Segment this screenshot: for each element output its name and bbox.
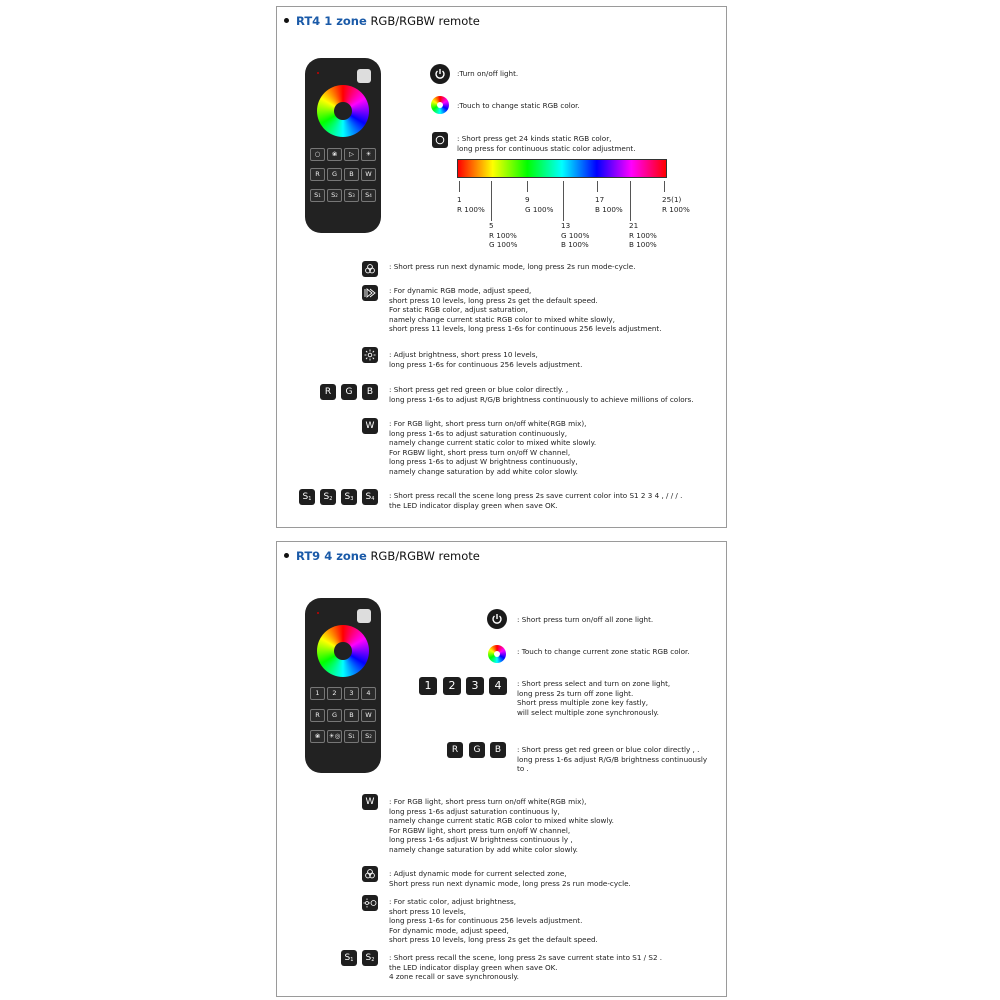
spectrum-label: 13 G 100% B 100% [561,221,590,250]
speed-description: : For dynamic RGB mode, adjust speed, short press 10 levels, long press 2s get the default speed. For static RGB color, adjust saturation, namely change current static RGB color to mixed white slowly, short press 11 levels, long press 1-6s for continuous 256 levels adjustment. [389,286,662,334]
zone-1-key: 1 [419,677,437,695]
remote-key: W [361,168,376,181]
rgb-description: : Short press get red green or blue color directly , . long press 1-6s adjust R/G/B brightness continuously to . [517,745,708,774]
brightness-description: : For static color, adjust brightness, short press 10 levels, long press 1-6s for continuous 256 levels adjustment. For dynamic mode, adjust speed, short press 10 levels, long press 2s get the default speed. [389,897,598,945]
zone-2-key: 2 [443,677,461,695]
remote-key: S2 [327,189,342,202]
remote-color-wheel [317,625,369,677]
zone-3-key: 3 [466,677,484,695]
bullet-icon [284,18,289,23]
rt9-title: RT9 4 zone RGB/RGBW remote [284,549,480,563]
wheel-description: : Touch to change current zone static RGB color. [517,647,690,656]
led-indicator [317,72,319,74]
rgb-description: : Short press get red green or blue color directly. , long press 1-6s to adjust R/G/B brightness continuously to achieve millions of colors. [389,385,694,404]
r-key: R [320,384,336,400]
remote-power-icon [357,609,371,623]
scene-description: : Short press recall the scene long press 2s save current color into S1 2 3 4 , / / / . the LED indicator display green when save OK. [389,491,683,510]
b-key: B [490,742,506,758]
zone-description: : Short press select and turn on zone light, long press 2s turn off zone light. Short press multiple zone key fastly, will select multiple zone synchronously. [517,679,671,717]
remote-key: S4 [361,189,376,202]
color-spectrum-bar [457,159,667,178]
spectrum-tick [459,181,460,192]
spectrum-tick [527,181,528,192]
rt9-remote-image [305,598,381,773]
remote-key: S1 [344,730,359,743]
color-wheel-icon [488,645,506,663]
led-indicator [317,612,319,614]
rt4-title: RT4 1 zone RGB/RGBW remote [284,14,480,28]
brightness-key-icon [362,347,378,363]
power-description: : Short press turn on/off all zone light. [517,615,654,624]
s4-key: $S_4$ [362,489,378,505]
spectrum-tick [491,181,492,221]
remote-key: B [344,709,359,722]
power-description: :Turn on/off light. [457,69,519,78]
w-key: W [362,418,378,434]
remote-key: W [361,709,376,722]
dynamic-mode-key-icon [362,866,378,882]
power-icon [430,64,450,84]
remote-key: S2 [361,730,376,743]
r-key: R [447,742,463,758]
remote-key: R [310,168,325,181]
s1-key: $S_1$ [341,950,357,966]
spectrum-label: 17 B 100% [595,195,623,214]
remote-color-wheel [317,85,369,137]
remote-key: ○ [310,148,325,161]
spectrum-tick [563,181,564,221]
dynamic-description: : Adjust dynamic mode for current selected zone, Short press run next dynamic mode, long press 2s run mode-cycle. [389,869,631,888]
remote-key: 1 [310,687,325,700]
power-icon [487,609,507,629]
s2-key: $S_2$ [320,489,336,505]
w-description: : For RGB light, short press turn on/off white(RGB mix), long press 1-6s adjust saturation continuous ly, namely change current static RGB color to mixed white slowly. For RGBW light, short press turn on/off W channel, long press 1-6s adjust W brightness continuous ly , namely change saturation by add white color slowly. [389,797,614,854]
s1-key: $S_1$ [299,489,315,505]
g-key: G [469,742,485,758]
rt4-remote-image [305,58,381,233]
zone-4-key: 4 [489,677,507,695]
w-key: W [362,794,378,810]
spectrum-label: 21 R 100% B 100% [629,221,657,250]
spectrum-tick [664,181,665,192]
remote-key: G [327,709,342,722]
remote-key: ▷ [344,148,359,161]
speed-key-icon [362,285,378,301]
remote-key: ❀ [327,148,342,161]
spectrum-label: 1 R 100% [457,195,485,214]
remote-key: ☀ [361,148,376,161]
circle-key-icon [432,132,448,148]
scene-description: : Short press recall the scene, long press 2s save current state into S1 / S2 . the LED indicator display green when save OK. 4 zone recall or save synchronously. [389,953,663,982]
remote-key: ❀ [310,730,325,743]
remote-key: G [327,168,342,181]
spectrum-label: 5 R 100% G 100% [489,221,518,250]
brightness-speed-key-icon [362,895,378,911]
spectrum-label: 25(1) R 100% [662,195,690,214]
w-description: : For RGB light, short press turn on/off white(RGB mix), long press 1-6s to adjust saturation continuously, namely change current static color to mixed white slowly. For RGBW light, short press turn on/off W channel, long press 1-6s to adjust W brightness continuously, namely change saturation by add white color slowly. [389,419,597,476]
wheel-description: :Touch to change static RGB color. [457,101,580,110]
dynamic-description: : Short press run next dynamic mode, long press 2s run mode-cycle. [389,262,636,271]
remote-key: S1 [310,189,325,202]
spectrum-tick [630,181,631,221]
bullet-icon [284,553,289,558]
remote-key: ☀◎ [327,730,342,743]
spectrum-tick [597,181,598,192]
s2-key: $S_2$ [362,950,378,966]
remote-key: B [344,168,359,181]
g-key: G [341,384,357,400]
remote-power-icon [357,69,371,83]
remote-key: R [310,709,325,722]
brightness-description: : Adjust brightness, short press 10 levels, long press 1-6s for continuous 256 levels adjustment. [389,350,583,369]
spectrum-label: 9 G 100% [525,195,554,214]
remote-key: 2 [327,687,342,700]
remote-key: 3 [344,687,359,700]
circle-description: : Short press get 24 kinds static RGB color, long press for continuous static color adjustment. [457,134,636,153]
s3-key: $S_3$ [341,489,357,505]
b-key: B [362,384,378,400]
dynamic-mode-key-icon [362,261,378,277]
color-wheel-icon [431,96,449,114]
remote-key: S3 [344,189,359,202]
remote-key: 4 [361,687,376,700]
